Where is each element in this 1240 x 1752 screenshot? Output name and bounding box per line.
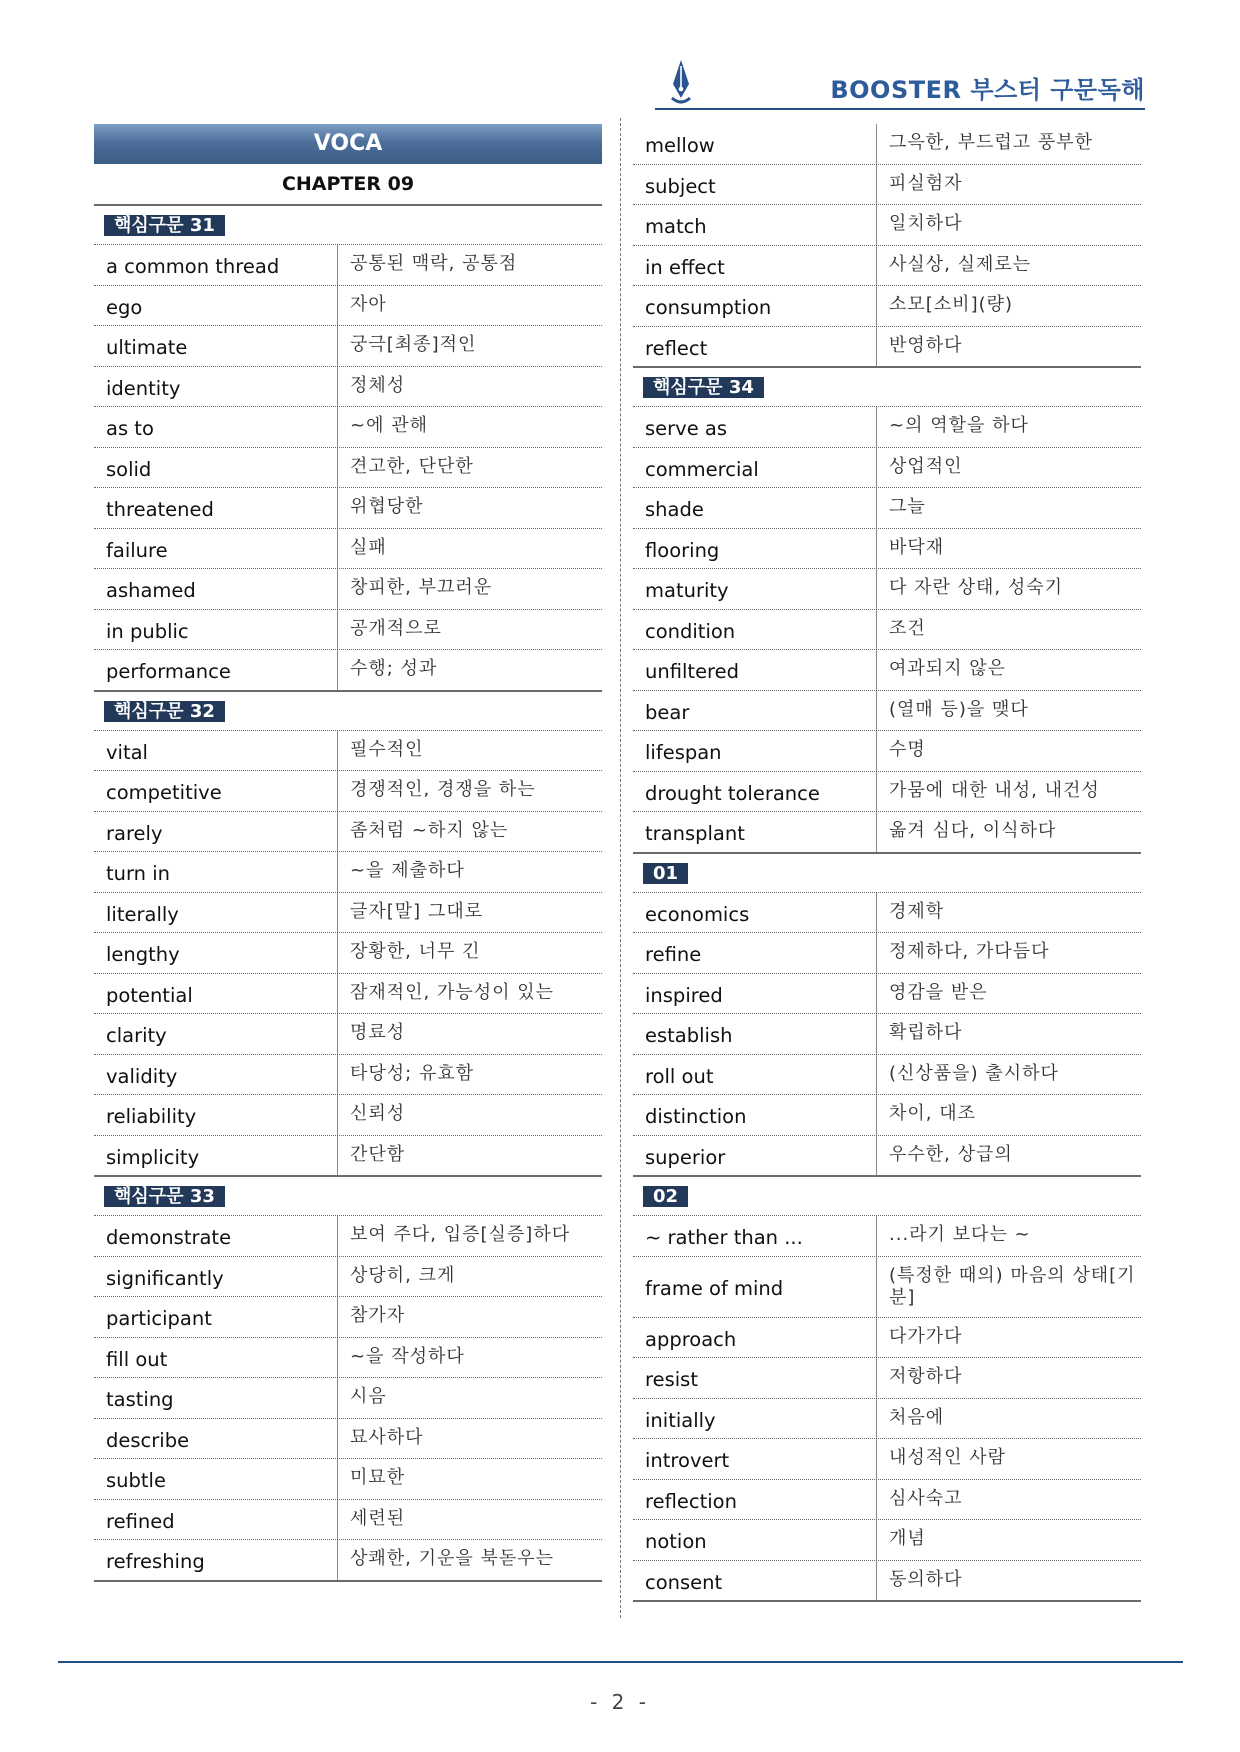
vocab-meaning: 궁극[최종]적인 [350,334,477,355]
vocab-meaning: 세련된 [350,1507,406,1529]
section-badge: 핵심구문 33 [104,1186,225,1207]
vocab-term: describe [94,1419,338,1459]
vocab-meaning: 신뢰성 [350,1103,406,1124]
vocab-term: fill out [94,1338,338,1378]
vocab-meaning: 그늘 [889,496,926,517]
vocab-meaning: 내성적인 사람 [889,1447,1007,1468]
vocab-row [633,1055,1141,1096]
vocab-term: solid [94,448,338,488]
vocab-row [94,1136,602,1178]
vocab-row [633,1136,1141,1178]
vocab-row [633,286,1141,327]
vocab-term: flooring [633,529,877,569]
chapter-title: CHAPTER 09 [94,164,602,206]
vocab-row [94,1540,602,1582]
vocab-meaning: 우수한, 상급의 [889,1143,1013,1165]
vocab-term: shade [633,488,877,528]
vocab-row [94,1095,602,1136]
vocab-meaning: 영감을 받은 [889,981,988,1003]
vocab-row [633,812,1141,854]
vocab-meaning: 위협당한 [350,496,424,517]
section-badge: 02 [643,1186,688,1207]
vocab-meaning: 가뭄에 대한 내성, 내건성 [889,779,1100,801]
vocab-row [94,529,602,570]
vocab-term: introvert [633,1439,877,1479]
vocab-meaning: 처음에 [889,1406,945,1428]
vocab-meaning: 소모[소비](량) [889,294,1014,315]
vocab-row [633,205,1141,246]
vocab-meaning: 정제하다, 가다듬다 [889,941,1050,962]
vocab-term: consumption [633,286,877,326]
vocab-row [94,1459,602,1500]
vocab-column-left [94,124,602,1582]
vocab-row [633,893,1141,934]
vocab-meaning: 미묘한 [350,1467,406,1488]
vocab-term: identity [94,367,338,407]
vocab-row [633,691,1141,732]
vocab-row [633,1520,1141,1561]
vocab-term: in effect [633,246,877,286]
page-header [655,56,1145,110]
vocab-meaning: 조건 [889,617,926,639]
vocab-meaning: 자아 [350,293,387,315]
section-badge: 핵심구문 32 [104,701,225,722]
column-divider [620,118,621,1618]
vocab-row [633,327,1141,369]
vocab-row [633,650,1141,691]
vocab-row [94,448,602,489]
section-badge: 핵심구문 34 [643,377,764,398]
vocab-term: participant [94,1297,338,1337]
vocab-meaning: 보여 주다, 입증[실증]하다 [350,1224,571,1245]
vocab-term: reflection [633,1480,877,1520]
vocab-row [94,650,602,692]
vocab-row [633,1216,1141,1257]
vocab-term: a common thread [94,245,338,285]
vocab-row [94,326,602,367]
vocab-meaning: 저항하다 [889,1366,963,1387]
vocab-term: lifespan [633,731,877,771]
vocab-row [94,286,602,327]
vocab-term: refreshing [94,1540,338,1580]
vocab-meaning: 피실험자 [889,172,963,194]
vocab-meaning: 바닥재 [889,536,945,558]
vocab-term: establish [633,1014,877,1054]
vocab-meaning: 차이, 대조 [889,1103,976,1124]
vocab-row [633,731,1141,772]
vocab-row [633,407,1141,448]
vocab-row [94,1257,602,1298]
vocab-meaning: 반영하다 [889,334,963,356]
vocab-meaning: 확립하다 [889,1022,963,1043]
vocab-meaning: 간단함 [350,1143,406,1165]
vocab-term: tasting [94,1378,338,1418]
vocab-term: economics [633,893,877,933]
vocab-term: competitive [94,771,338,811]
vocab-row [94,1216,602,1257]
vocab-row [94,488,602,529]
vocab-meaning: (특정한 때의) 마음의 상태[기분] [889,1264,1136,1308]
vocab-meaning: 상쾌한, 기운을 북돋우는 [350,1548,555,1569]
vocab-meaning: 수행; 성과 [350,658,438,679]
vocab-row [94,1014,602,1055]
vocab-row [633,1358,1141,1399]
vocab-meaning: 다 자란 상태, 성숙기 [889,577,1063,598]
vocab-row [633,529,1141,570]
section-header [94,1177,602,1216]
vocab-meaning: ~을 작성하다 [350,1345,465,1367]
vocab-list-right [633,124,1141,1602]
vocab-term: refine [633,933,877,973]
section-badge: 01 [643,863,688,884]
vocab-term: turn in [94,852,338,892]
vocab-term: vital [94,731,338,771]
vocab-meaning: 창피한, 부끄러운 [350,577,493,598]
vocab-meaning: 정체성 [350,374,406,396]
vocab-term: notion [633,1520,877,1560]
header-rule [655,108,1145,110]
vocab-term: mellow [633,124,877,164]
vocab-term: literally [94,893,338,933]
vocab-term: commercial [633,448,877,488]
vocab-term: transplant [633,812,877,852]
section-header [633,368,1141,407]
vocab-row [94,1500,602,1541]
vocab-row [94,852,602,893]
vocab-row [94,610,602,651]
vocab-term: reliability [94,1095,338,1135]
vocab-meaning: 장황한, 너무 긴 [350,941,481,962]
vocab-row [94,407,602,448]
vocab-row [633,974,1141,1015]
vocab-row [633,1480,1141,1521]
vocab-meaning: 묘사하다 [350,1426,424,1448]
vocab-meaning: 좀처럼 ~하지 않는 [350,819,509,841]
vocab-term: reflect [633,327,877,367]
vocab-term: ego [94,286,338,326]
brand-title: BOOSTER 부스터 구문독해 [830,76,1145,104]
vocab-term: subject [633,165,877,205]
vocab-meaning: 견고한, 단단한 [350,455,474,477]
vocab-row [633,165,1141,206]
vocab-term: as to [94,407,338,447]
vocab-row [94,731,602,772]
vocab-list-left [94,206,602,1582]
vocab-meaning: ~에 관해 [350,415,428,436]
section-header [633,854,1141,893]
vocab-meaning: 실패 [350,536,387,558]
vocab-meaning: 명료성 [350,1022,406,1043]
vocab-meaning: 동의하다 [889,1568,963,1590]
vocab-row [633,933,1141,974]
vocab-term: condition [633,610,877,650]
vocab-row [633,1439,1141,1480]
vocab-term: frame of mind [633,1257,877,1317]
vocab-meaning: 다가가다 [889,1325,963,1347]
vocab-term: rarely [94,812,338,852]
vocab-row [94,1378,602,1419]
vocab-term: resist [633,1358,877,1398]
vocab-row [633,1399,1141,1440]
vocab-term: approach [633,1318,877,1358]
vocab-meaning: 필수적인 [350,738,424,760]
vocab-meaning: 심사숙고 [889,1487,963,1509]
vocab-row [94,1055,602,1096]
vocab-row [94,245,602,286]
vocab-row [633,488,1141,529]
vocab-meaning: ~을 제출하다 [350,860,465,881]
vocab-term: lengthy [94,933,338,973]
vocab-meaning: 참가자 [350,1305,406,1326]
vocab-meaning: 일치하다 [889,213,963,234]
section-header [94,692,602,731]
vocab-meaning: 옮겨 심다, 이식하다 [889,820,1057,841]
vocab-term: validity [94,1055,338,1095]
section-header [633,1177,1141,1216]
section-badge: 핵심구문 31 [104,215,225,236]
vocab-term: threatened [94,488,338,528]
vocab-meaning: 그윽한, 부드럽고 풍부한 [889,132,1094,153]
vocab-term: match [633,205,877,245]
vocab-row [94,1338,602,1379]
vocab-row [94,1419,602,1460]
vocab-meaning: (열매 등)을 맺다 [889,698,1029,720]
vocab-term: bear [633,691,877,731]
vocab-meaning: 공통된 맥락, 공통점 [350,253,518,274]
vocab-row [633,448,1141,489]
vocab-meaning: 상업적인 [889,455,963,477]
section-header [94,206,602,245]
vocab-term: inspired [633,974,877,1014]
vocab-meaning: 글자[말] 그대로 [350,900,484,922]
vocab-term: demonstrate [94,1216,338,1256]
vocab-term: clarity [94,1014,338,1054]
vocab-term: ~ rather than ... [633,1216,877,1256]
vocab-row [94,569,602,610]
vocab-row [633,1561,1141,1603]
vocab-term: ultimate [94,326,338,366]
vocab-term: failure [94,529,338,569]
vocab-meaning: 시음 [350,1386,387,1407]
vocab-term: maturity [633,569,877,609]
vocab-row [94,771,602,812]
vocab-meaning: 경쟁적인, 경쟁을 하는 [350,779,536,800]
vocab-term: refined [94,1500,338,1540]
vocab-term: significantly [94,1257,338,1297]
vocab-term: superior [633,1136,877,1176]
vocab-term: serve as [633,407,877,447]
vocab-row [633,246,1141,287]
vocab-term: consent [633,1561,877,1601]
vocab-term: subtle [94,1459,338,1499]
vocab-meaning: 여과되지 않은 [889,658,1007,679]
vocab-meaning: ...라기 보다는 ~ [889,1224,1031,1245]
vocab-row [633,569,1141,610]
vocab-meaning: 경제학 [889,900,945,922]
vocab-column-right [633,124,1141,1602]
vocab-row [633,1095,1141,1136]
vocab-row [633,1257,1141,1318]
vocab-row [633,610,1141,651]
vocab-row [633,124,1141,165]
vocab-meaning: 사실상, 실제로는 [889,253,1032,275]
page-number: - 2 - [590,1690,650,1714]
vocab-meaning: 개념 [889,1528,926,1549]
vocab-term: drought tolerance [633,772,877,812]
vocab-meaning: 수명 [889,739,926,760]
vocab-term: roll out [633,1055,877,1095]
vocab-row [94,812,602,853]
vocab-meaning: 상당히, 크게 [350,1264,456,1286]
vocab-row [94,893,602,934]
vocab-term: simplicity [94,1136,338,1176]
vocab-term: unfiltered [633,650,877,690]
vocab-meaning: (신상품을) 출시하다 [889,1062,1059,1084]
vocab-row [94,974,602,1015]
vocab-term: performance [94,650,338,690]
fountain-pen-logo-icon [667,58,695,106]
vocab-term: ashamed [94,569,338,609]
vocab-term: distinction [633,1095,877,1135]
vocab-row [94,933,602,974]
vocab-row [633,1318,1141,1359]
vocab-term: initially [633,1399,877,1439]
vocab-term: potential [94,974,338,1014]
vocab-meaning: ~의 역할을 하다 [889,415,1029,436]
vocab-meaning: 공개적으로 [350,617,442,639]
vocab-term: in public [94,610,338,650]
vocab-meaning: 타당성; 유효함 [350,1062,475,1084]
voca-title-bar: VOCA [94,124,602,164]
vocab-meaning: 잠재적인, 가능성이 있는 [350,981,555,1003]
vocab-row [94,367,602,408]
vocab-row [633,772,1141,813]
vocab-row [633,1014,1141,1055]
vocab-row [94,1297,602,1338]
footer-rule [58,1661,1183,1663]
